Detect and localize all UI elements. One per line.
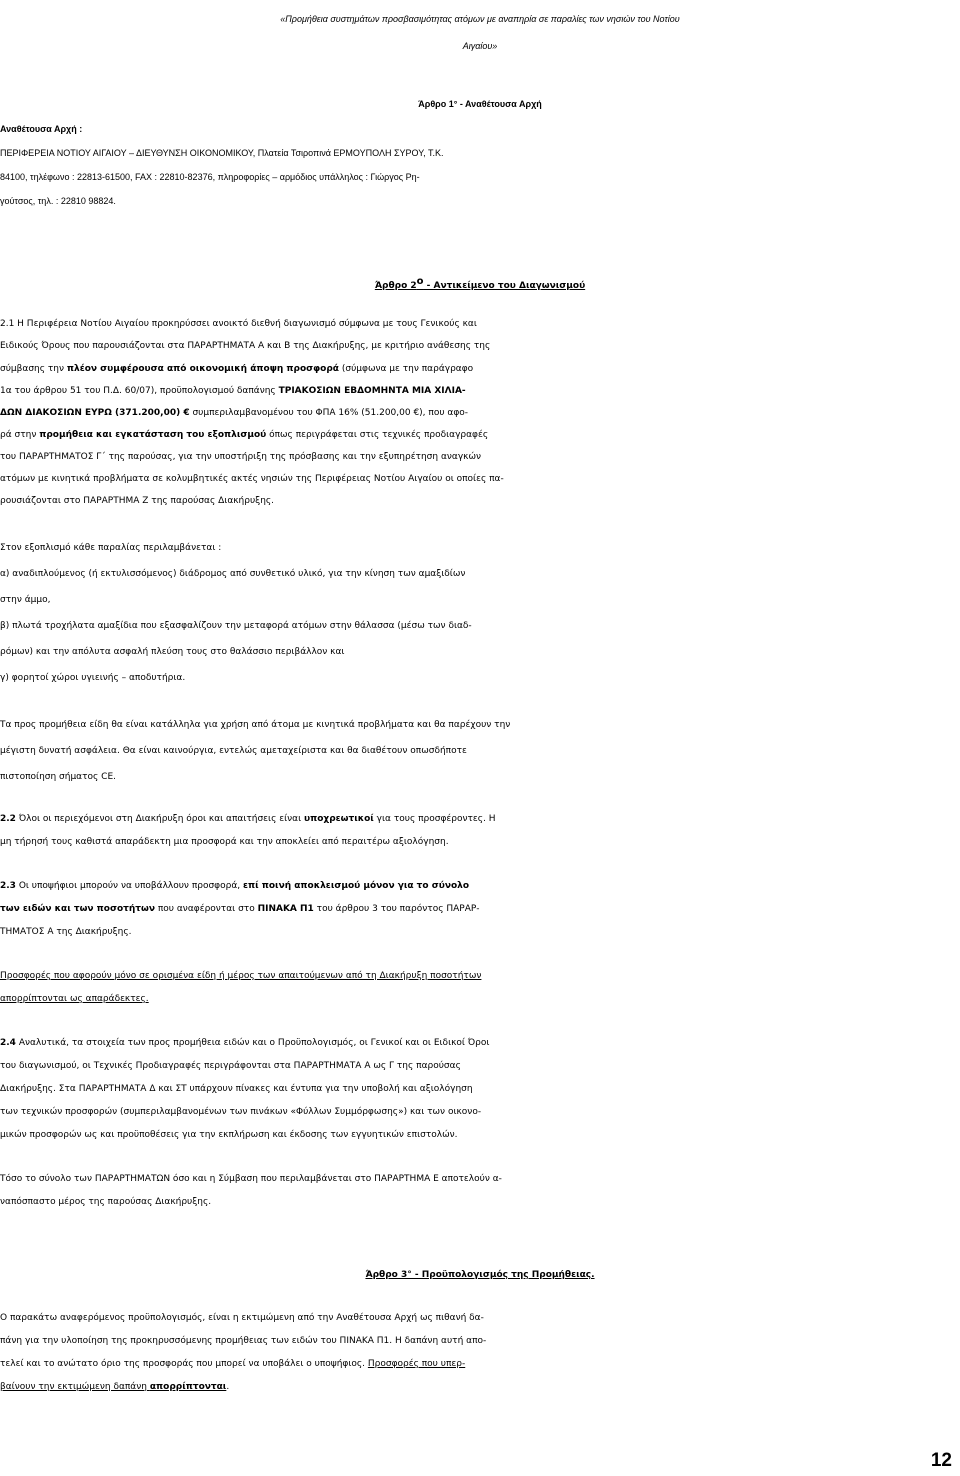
paragraph-2-1-line-3: σύμβασης την πλέον συμφέρουσα από οικονομική άποψη προσφορά (σύμφωνα με την παράγραφο bbox=[0, 364, 474, 374]
equipment-item-b-line-1: β) πλωτά τροχήλατα αμαξίδια που εξασφαλίζουν την μεταφορά ατόμων στην θάλασσα (μέσω των διαδ- bbox=[0, 621, 472, 631]
annexes-line-1: Τόσο το σύνολο των ΠΑΡΑΡΤΗΜΑΤΩΝ όσο και η Σύμβαση που περιλαμβάνεται στο ΠΑΡΑΡΤΗΜΑ Ε αποτελούν α- bbox=[0, 1174, 502, 1184]
paragraph-2-4-line-5: μικών προσφορών ως και προϋποθέσεις για την εκπλήρωση και έκδοσης των εγγυητικών επιστολών. bbox=[0, 1130, 458, 1140]
paragraph-2-3-line-1: 2.3 Οι υποψήφιοι μπορούν να υποβάλλουν προσφορά, επί ποινή αποκλεισμού μόνον για το σύνολο bbox=[0, 881, 470, 891]
equipment-item-a-line-1: α) αναδιπλούμενος (ή εκτυλισσόμενος) διάδρομος από συνθετικό υλικό, για την κίνηση των αμαξιδίων bbox=[0, 569, 466, 579]
article-1-heading: Άρθρο 1° - Αναθέτουσα Αρχή bbox=[418, 99, 542, 109]
page-number: 12 bbox=[930, 1450, 952, 1471]
paragraph-2-1-line-7: του ΠΑΡΑΡΤΗΜΑΤΟΣ Γ΄ της παρούσας, για την υποστήριξη της πρόσβασης και την εξυπηρέτηση αναγκών bbox=[0, 452, 482, 462]
paragraph-2-4-line-2: του διαγωνισμού, οι Τεχνικές Προδιαγραφές περιγράφονται στα ΠΑΡΑΡΤΗΜΑΤΑ Α ως Γ της παρούσας bbox=[0, 1061, 461, 1071]
suitability-line-3: πιστοποίηση σήματος CE. bbox=[0, 772, 117, 782]
paragraph-2-2-line-2: μη τήρησή τους καθιστά απαράδεκτη μια προσφορά και την αποκλείει από περαιτέρω αξιολόγηση. bbox=[0, 837, 449, 847]
paragraph-2-4-line-4: των τεχνικών προσφορών (συμπεριλαμβανομένων των πινάκων «Φύλλων Συμμόρφωσης») και των οικονο- bbox=[0, 1107, 482, 1117]
authority-line-2: 84100, τηλέφωνο : 22813-61500, FAX : 22810-82376, πληροφορίες – αρμόδιος υπάλληλος : Γιώργος Ρη- bbox=[0, 172, 420, 182]
paragraph-2-4-line-1: 2.4 Αναλυτικά, τα στοιχεία των προς προμήθεια ειδών και ο Προϋπολογισμός, οι Γενικοί και οι Ειδικοί Όροι bbox=[0, 1038, 490, 1048]
paragraph-2-1-line-1: 2.1 Η Περιφέρεια Νοτίου Αιγαίου προκηρύσσει ανοικτό διεθνή διαγωνισμό σύμφωνα με τους Γενικούς και bbox=[0, 319, 477, 329]
article-3-heading: Άρθρο 3° - Προϋπολογισμός της Προμήθειας. bbox=[365, 1270, 595, 1280]
article-3-line-3: τελεί και το ανώτατο όριο της προσφοράς που μπορεί να υποβάλει ο υποψήφιος. Προσφορές που υπερ- bbox=[0, 1359, 466, 1369]
suitability-line-2: μέγιστη δυνατή ασφάλεια. Θα είναι καινούργια, εντελώς αμεταχείριστα και θα διαθέτουν οπωσδήποτε bbox=[0, 746, 467, 756]
annexes-line-2: ναπόσπαστο μέρος της παρούσας Διακήρυξης. bbox=[0, 1197, 212, 1207]
article-2-heading: Άρθρο $2^o$ - Αντικείμενο του Διαγωνισμού bbox=[374, 276, 586, 291]
paragraph-2-3-line-3: ΤΗΜΑΤΟΣ Α της Διακήρυξης. bbox=[0, 927, 132, 937]
paragraph-2-3-line-2: των ειδών και των ποσοτήτων που αναφέρονται στο ΠΙΝΑΚΑ Π1 του άρθρου 3 του παρόντος ΠΑΡΑΡ- bbox=[0, 904, 480, 914]
paragraph-2-1-line-9: ρουσιάζονται στο ΠΑΡΑΡΤΗΜΑ Ζ της παρούσας Διακήρυξης. bbox=[0, 496, 275, 506]
article-3-line-2: πάνη για την υλοποίηση της προκηρυσσόμενης προμήθειας των ειδών του ΠΙΝΑΚΑ Π1. Η δαπάνη αυτή απο- bbox=[0, 1336, 487, 1346]
equipment-item-c: γ) φορητοί χώροι υγιεινής – αποδυτήρια. bbox=[0, 673, 186, 683]
paragraph-2-1-line-8: ατόμων με κινητικά προβλήματα σε κολυμβητικές ακτές νησιών της Περιφέρειας Νοτίου Αιγαίου οι οποίες πα- bbox=[0, 474, 504, 484]
equipment-item-b-line-2: ρόμων) και την απόλυτα ασφαλή πλεύση τους στο θαλάσσιο περιβάλλον και bbox=[0, 647, 345, 657]
equipment-intro: Στον εξοπλισμό κάθε παραλίας περιλαμβάνεται : bbox=[0, 543, 222, 553]
paragraph-2-2-line-1: 2.2 Όλοι οι περιεχόμενοι στη Διακήρυξη όροι και απαιτήσεις είναι υποχρεωτικοί για τους προσφέροντες. Η bbox=[0, 814, 496, 824]
paragraph-2-1-line-5: ΔΩΝ ΔΙΑΚΟΣΙΩΝ ΕΥΡΩ (371.200,00) € συμπεριλαμβανομένου του ΦΠΑ 16% (51.200,00 €), που αφο- bbox=[0, 408, 469, 418]
article-3-line-4: βαίνουν την εκτιμώμενη δαπάνη απορρίπτονται. bbox=[0, 1382, 230, 1392]
paragraph-2-1-line-6: ρά στην προμήθεια και εγκατάσταση του εξοπλισμού όπως περιγράφεται στις τεχνικές προδιαγραφές bbox=[0, 430, 489, 440]
suitability-line-1: Τα προς προμήθεια είδη θα είναι κατάλληλα για χρήση από άτομα με κινητικά προβλήματα και θα παρέχουν την bbox=[0, 720, 511, 730]
document-title-line-1: «Προμήθεια συστημάτων προσβασιμότητας ατόμων με αναπηρία σε παραλίες των νησιών του Νοτίου bbox=[280, 14, 680, 24]
equipment-item-a-line-2: στην άμμο, bbox=[0, 595, 51, 605]
authority-line-1: ΠΕΡΙΦΕΡΕΙΑ ΝΟΤΙΟΥ ΑΙΓΑΙΟΥ – ΔΙΕΥΘΥΝΣΗ ΟΙΚΟΝΟΜΙΚΟΥ, Πλατεία Τσιροπινά ΕΡΜΟΥΠΟΛΗ ΣΥΡΟΥ, Τ.Κ. bbox=[0, 148, 444, 158]
document-title-line-2: Αιγαίου» bbox=[462, 41, 498, 51]
paragraph-2-1-line-4: 1α του άρθρου 51 του Π.Δ. 60/07), προϋπολογισμού δαπάνης ΤΡΙΑΚΟΣΙΩΝ ΕΒΔΟΜΗΝΤΑ ΜΙΑ ΧΙΛΙΑ- bbox=[0, 386, 466, 396]
rejection-line-2: απορρίπτονται ως απαράδεκτες. bbox=[0, 994, 149, 1004]
rejection-line-1: Προσφορές που αφορούν μόνο σε ορισμένα είδη ή μέρος των απαιτούμενων από τη Διακήρυξη ποσοτήτων bbox=[0, 971, 482, 981]
contracting-authority-label: Αναθέτουσα Αρχή : bbox=[0, 124, 83, 134]
paragraph-2-1-line-2: Ειδικούς Όρους που παρουσιάζονται στα ΠΑΡΑΡΤΗΜΑΤΑ Α και Β της Διακήρυξης, με κριτήριο ανάθεσης της bbox=[0, 341, 491, 351]
article-3-line-1: Ο παρακάτω αναφερόμενος προϋπολογισμός, είναι η εκτιμώμενη από την Αναθέτουσα Αρχή ως πιθανή δα- bbox=[0, 1313, 484, 1323]
authority-line-3: γούτσος, τηλ. : 22810 98824. bbox=[0, 196, 116, 206]
paragraph-2-4-line-3: Διακήρυξης. Στα ΠΑΡΑΡΤΗΜΑΤΑ Δ και ΣΤ υπάρχουν πίνακες και έντυπα για την υποβολή και αξιολόγηση bbox=[0, 1084, 473, 1094]
